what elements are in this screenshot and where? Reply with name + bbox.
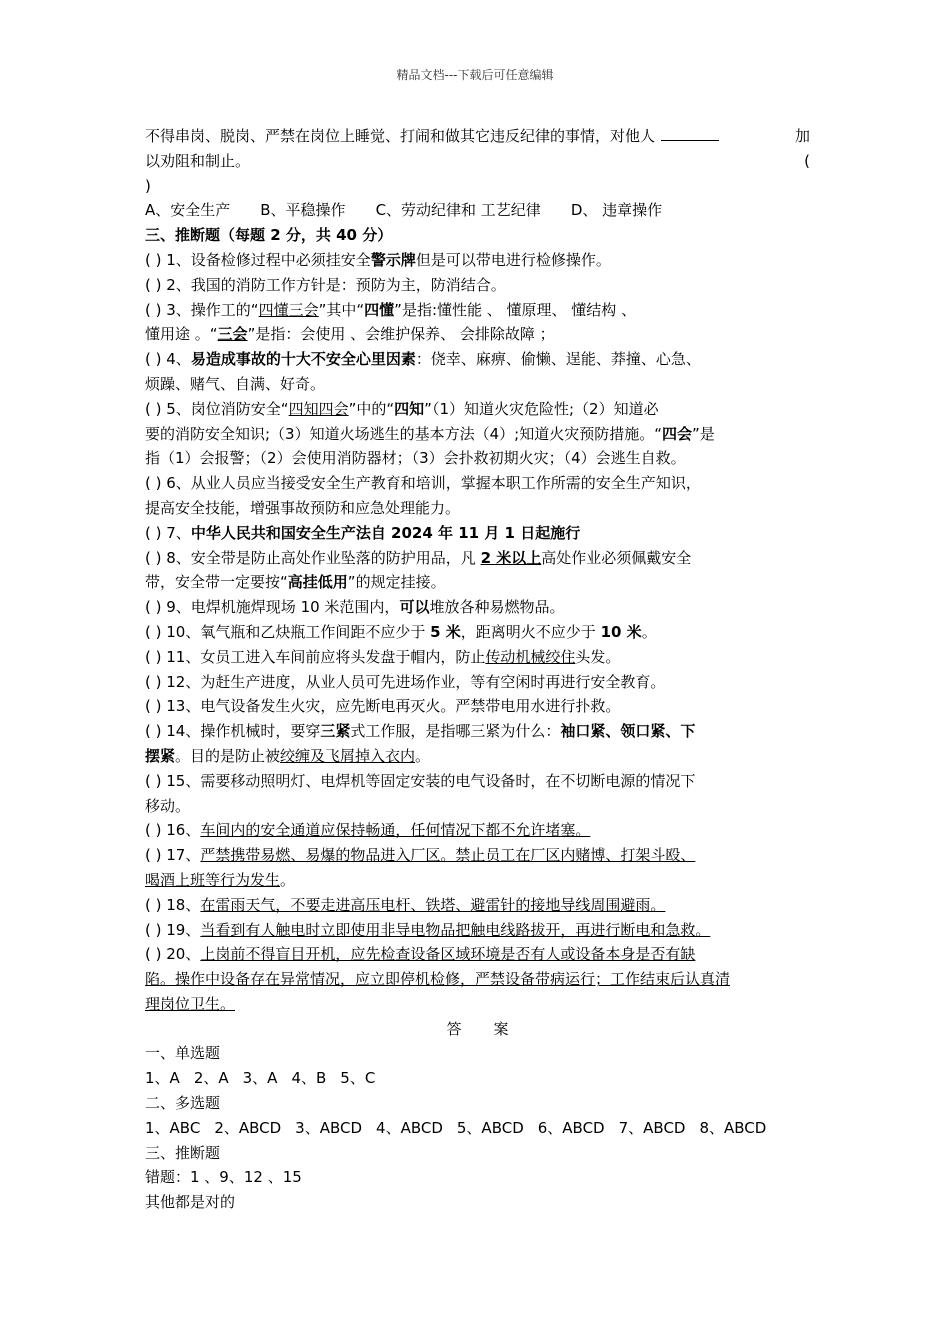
question-text: 6、从业人员应当接受安全生产教育和培训，掌握本职工作所需的安全生产知识， — [166, 474, 701, 493]
answers-title-text: 答案 — [446, 1019, 541, 1038]
question-text: 19、 — [166, 920, 201, 939]
answers-section-1-title: 一、单选题 — [145, 1044, 221, 1063]
answer-item: 4、B — [291, 1069, 327, 1088]
question-keyword: 袖口紧、领口紧、下 — [560, 722, 696, 741]
question-bracket: ( ) — [145, 399, 162, 418]
question-text: 懂用途 。“ — [145, 325, 218, 344]
question-text: 当看到有人触电时立即使用非导电物品把触电线路拔开，再进行断电和急救。 — [200, 920, 711, 939]
question-9 — [145, 595, 810, 620]
question-text: 12、为赶生产进度，从业人员可先进场作业，等有空闲时再进行安全教育。 — [166, 672, 666, 691]
question-5-cont — [145, 422, 810, 447]
question-20-cont: 陷。操作中设备存在异常情况，应立即停机检修，严禁设备带病运行；工作结束后认真清 — [145, 970, 731, 989]
question-bracket: ( ) — [145, 697, 162, 716]
question-text: 4、 — [166, 350, 191, 369]
question-bracket: ( ) — [145, 722, 162, 741]
question-20-cont: 理岗位卫生。 — [145, 994, 236, 1013]
question-text: 14、操作机械时，要穿 — [166, 722, 321, 741]
answer-item: 6、ABCD — [537, 1118, 605, 1137]
question-20 — [145, 942, 810, 967]
question-bracket: ( ) — [145, 622, 162, 641]
question-keyword: 2 米以上 — [480, 548, 542, 567]
question-bracket: ( ) — [145, 250, 162, 269]
question-7 — [145, 521, 810, 546]
answers-section-1 — [145, 1066, 810, 1091]
answer-blank — [661, 126, 719, 141]
question-keyword: 高挂低用 — [287, 573, 348, 592]
question-text: ”是指：会使用 、会维护保养、 会排除故障 ； — [247, 325, 555, 344]
question-bracket: ( ) — [145, 672, 162, 691]
question-10 — [145, 620, 810, 645]
question-bracket: ( ) — [145, 846, 162, 865]
question-text: ”中的“ — [348, 399, 395, 418]
question-text: 但是可以带电进行检修操作。 — [415, 250, 611, 269]
question-keyword: 绞缠及飞屑掉入衣内 — [280, 746, 416, 765]
question-keyword: 中华人民共和国安全生产法自 2024 年 11 月 1 日起施行 — [190, 523, 581, 542]
question-15-cont: 移动。 — [145, 796, 191, 815]
question-bracket: ( ) — [145, 523, 162, 542]
question-keyword: 可以 — [399, 598, 430, 617]
question-text: 17、 — [166, 846, 201, 865]
question-text: 20、 — [166, 945, 201, 964]
question-keyword: 三紧 — [320, 722, 351, 741]
document-body — [145, 124, 810, 1215]
answer-item: 4、ABCD — [376, 1118, 443, 1137]
answers-others: 其他都是对的 — [145, 1193, 236, 1212]
question-text: 3、操作工的“ — [166, 300, 259, 319]
question-bracket: ( ) — [145, 771, 162, 790]
option-c: C、劳动纪律和 工艺纪律 — [375, 201, 541, 220]
answer-item: 1、A — [145, 1069, 180, 1088]
answers-wrong-list: 错题：1 、9、12 、15 — [145, 1168, 302, 1187]
question-keyword: 四会 — [661, 424, 692, 443]
question-keyword: 四知 — [394, 399, 425, 418]
answer-item: 8、ABCD — [699, 1118, 767, 1137]
question-text: 上岗前不得盲目开机，应先检查设备区域环境是否有人或设备本身是否有缺 — [200, 945, 696, 964]
question-text: 13、电气设备发生火灾，应先断电再灭火。严禁带电用水进行扑救。 — [166, 697, 621, 716]
option-d: D、 违章操作 — [570, 201, 663, 220]
question-text: 喝酒上班等行为发生 — [145, 870, 281, 889]
option-a: A、安全生产 — [145, 201, 231, 220]
question-17 — [145, 843, 810, 868]
question-bracket: ( ) — [145, 275, 162, 294]
question-bracket: ( ) — [145, 598, 162, 617]
question-text: ”是 — [691, 424, 715, 443]
intro-line-3: ) — [145, 176, 151, 195]
question-text: 高处作业必须佩戴安全 — [541, 548, 692, 567]
question-text: ”是指:懂性能 、 懂原理、 懂结构 、 — [394, 300, 637, 319]
question-keyword: 四知四会 — [288, 399, 349, 418]
open-paren: ( — [804, 151, 810, 170]
answer-item: 1、ABC — [145, 1118, 201, 1137]
option-b: B、平稳操作 — [260, 201, 346, 220]
intro-line-1 — [145, 124, 810, 149]
question-bracket: ( ) — [145, 300, 162, 319]
question-keyword: 三会 — [217, 325, 248, 344]
question-3 — [145, 298, 810, 323]
question-16 — [145, 818, 810, 843]
answer-item: 2、A — [193, 1069, 229, 1088]
question-text: 9、电焊机施焊现场 10 米范围内， — [166, 598, 400, 617]
question-text: 堆放各种易燃物品。 — [429, 598, 565, 617]
question-keyword: 5 米 — [430, 622, 461, 641]
question-text: 式工作服，是指哪三紧为什么： — [350, 722, 561, 741]
question-text: 。 — [415, 746, 431, 765]
question-5-cont: 指（1）会报警；（2）会使用消防器材；（3）会扑救初期火灾；（4）会逃生自救。 — [145, 449, 686, 468]
question-14-cont — [145, 744, 810, 769]
question-12 — [145, 670, 810, 695]
question-19 — [145, 918, 810, 943]
question-18 — [145, 893, 810, 918]
question-text: 1、设备检修过程中必须挂安全 — [166, 250, 371, 269]
question-keyword: 易造成事故的十大不安全心里因素 — [190, 350, 416, 369]
question-14 — [145, 719, 810, 744]
question-text: 。 — [641, 622, 657, 641]
question-text: 要的消防安全知识;（3）知道火场逃生的基本方法（4）;知道火灾预防措施。“ — [145, 424, 662, 443]
question-text: 在雷雨天气，不要走进高压电杆、铁塔、避雷针的接地导线周围避雨。 — [200, 895, 666, 914]
question-text: 带，安全带一定要按“ — [145, 573, 288, 592]
question-17-cont — [145, 868, 810, 893]
question-text: 。 — [280, 870, 296, 889]
intro-text: 不得串岗、脱岗、严禁在岗位上睡觉、打闹和做其它违反纪律的事情，对他人 — [145, 127, 656, 145]
question-15 — [145, 769, 810, 794]
question-4-cont: 烦躁、赌气、自满、好奇。 — [145, 374, 326, 393]
answer-item: 5、C — [340, 1069, 376, 1088]
question-bracket: ( ) — [145, 350, 162, 369]
page-header: 精品文档---下载后可任意编辑 — [396, 68, 554, 82]
question-text: 11、女员工进入车间前应将头发盘于帽内，防止 — [166, 647, 486, 666]
question-keyword: 警示牌 — [370, 250, 416, 269]
question-text: ”的规定挂接。 — [347, 573, 446, 592]
question-text: 18、 — [166, 895, 201, 914]
question-3-cont — [145, 322, 810, 347]
question-4 — [145, 347, 810, 372]
question-text: 严禁携带易燃、易爆的物品进入厂区。禁止员工在厂区内赌博、打架斗殴、 — [200, 846, 696, 865]
answer-item: 3、ABCD — [295, 1118, 363, 1137]
question-keyword: 摆紧 — [145, 746, 176, 765]
answer-item: 7、ABCD — [618, 1118, 686, 1137]
question-13 — [145, 694, 810, 719]
question-11 — [145, 645, 810, 670]
question-text: 车间内的安全通道应保持畅通，任何情况下都不允许堵塞。 — [200, 821, 591, 840]
question-text: ，距离明火不应少于 — [460, 622, 601, 641]
intro-text: 以劝阻和制止。 — [145, 151, 251, 170]
question-text: ”（1）知道火灾危险性;（2）知道必 — [424, 399, 659, 418]
question-text: 10、氧气瓶和乙炔瓶工作间距不应少于 — [166, 622, 431, 641]
section-title: 三、推断题（每题 2 分，共 40 分） — [145, 226, 393, 245]
intro-text-end: 加 — [794, 127, 810, 145]
question-8 — [145, 546, 810, 571]
question-keyword: 10 米 — [600, 622, 642, 641]
question-bracket: ( ) — [145, 895, 162, 914]
question-bracket: ( ) — [145, 474, 162, 493]
answers-section-3-title: 三、推断题 — [145, 1143, 221, 1162]
question-2 — [145, 273, 810, 298]
answer-item: 2、ABCD — [214, 1118, 282, 1137]
answers-title — [145, 1017, 810, 1042]
question-1 — [145, 248, 810, 273]
question-text: 16、 — [166, 821, 201, 840]
question-bracket: ( ) — [145, 647, 162, 666]
intro-line-2 — [145, 149, 810, 174]
question-text: ”其中“ — [318, 300, 365, 319]
question-bracket: ( ) — [145, 548, 162, 567]
question-5 — [145, 397, 810, 422]
question-text: 头发。 — [575, 647, 621, 666]
intro-options — [145, 198, 810, 223]
question-bracket: ( ) — [145, 821, 162, 840]
question-bracket: ( ) — [145, 920, 162, 939]
question-text: 2、我国的消防工作方针是：预防为主，防消结合。 — [166, 275, 506, 294]
question-text: ：侥幸、麻痹、偷懒、逞能、莽撞、心急、 — [415, 350, 701, 369]
question-keyword: 四懂 — [364, 300, 395, 319]
question-6 — [145, 471, 810, 496]
question-text: 7、 — [166, 523, 191, 542]
question-text: 5、岗位消防安全“ — [166, 399, 289, 418]
answer-item: 5、ABCD — [456, 1118, 524, 1137]
question-keyword: 四懂三会 — [258, 300, 319, 319]
answer-item: 3、A — [242, 1069, 278, 1088]
question-8-cont — [145, 570, 810, 595]
question-bracket: ( ) — [145, 945, 162, 964]
question-6-cont: 提高安全技能，增强事故预防和应急处理能力。 — [145, 498, 461, 517]
question-keyword: 传动机械绞住 — [485, 647, 576, 666]
answers-section-2-title: 二、多选题 — [145, 1094, 221, 1113]
answers-section-2 — [145, 1116, 810, 1141]
question-text: 15、需要移动照明灯、电焊机等固定安装的电气设备时，在不切断电源的情况下 — [166, 771, 696, 790]
question-text: 。目的是防止被 — [175, 746, 281, 765]
question-text: 8、安全带是防止高处作业坠落的防护用品，凡 — [166, 548, 481, 567]
